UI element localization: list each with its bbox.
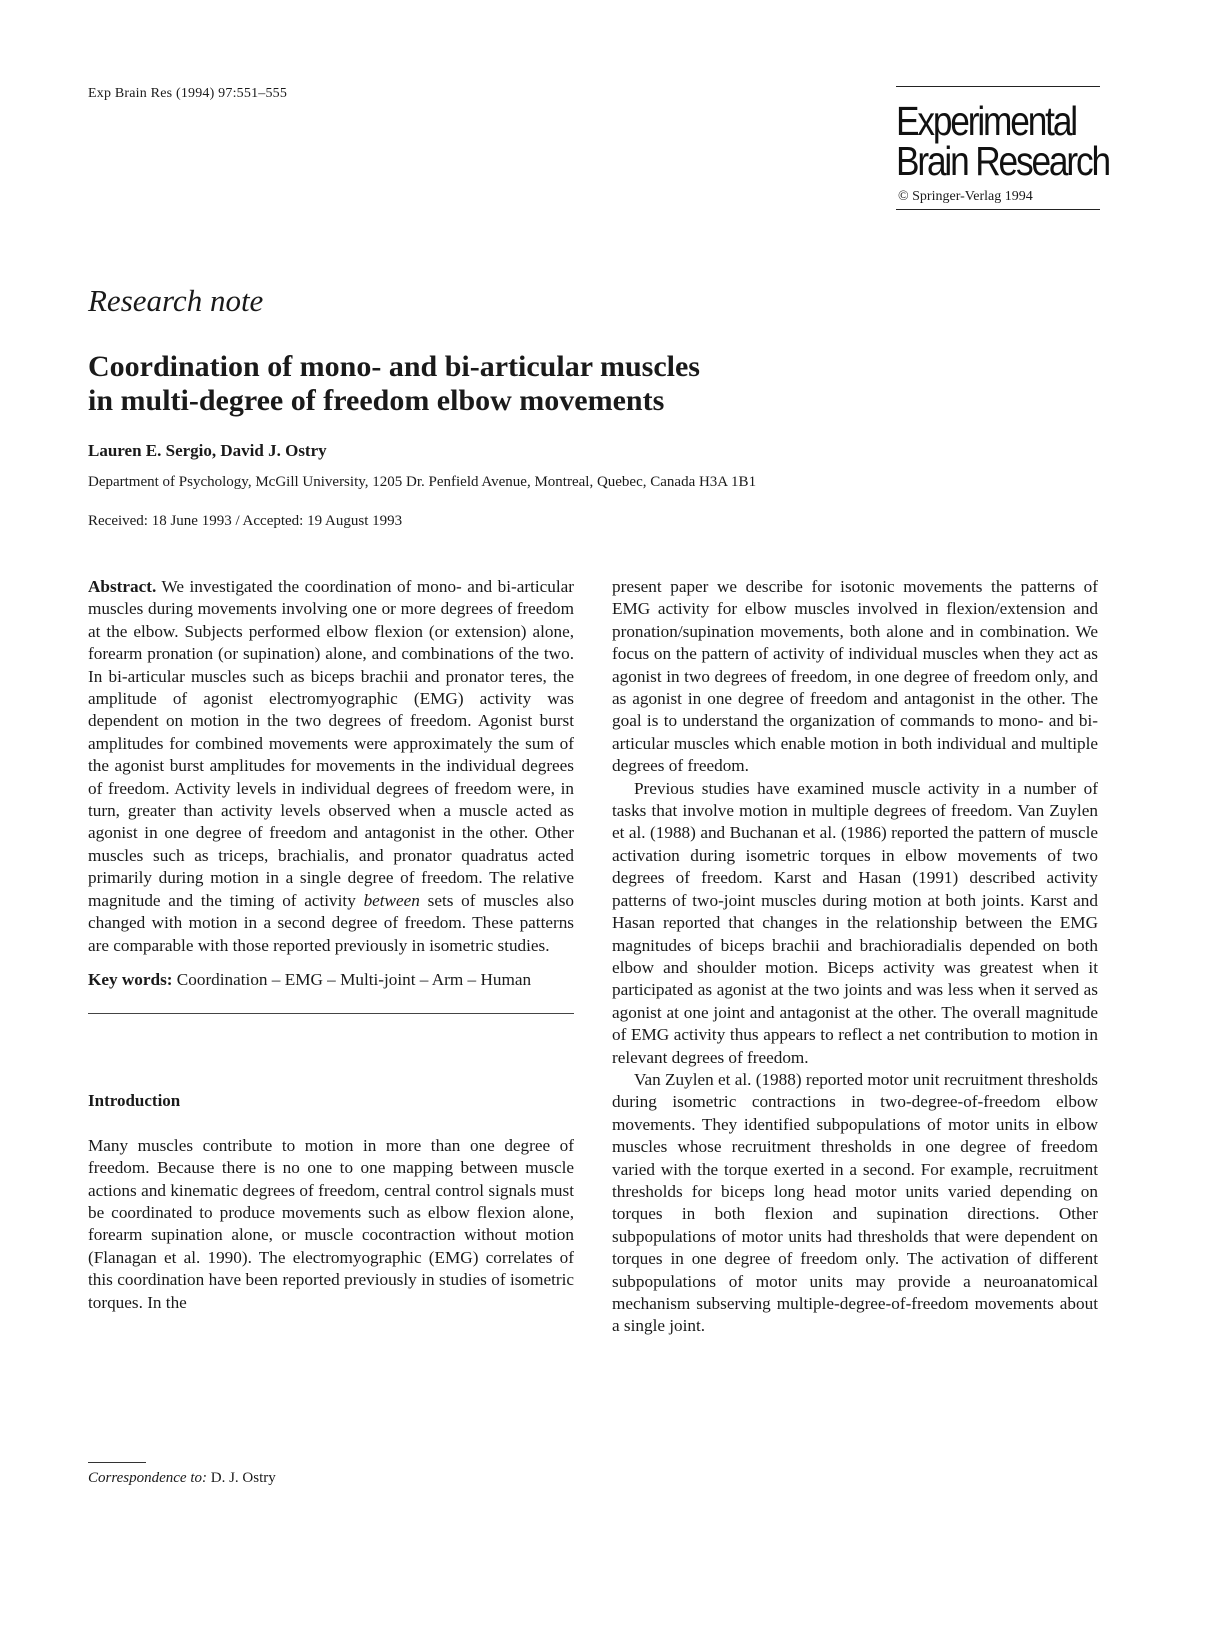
affiliation: Department of Psychology, McGill University, 1205 Dr. Penfield Avenue, Montreal, Quebec, Canada H3A 1B1 bbox=[88, 474, 757, 490]
journal-name-line2: Brain Research bbox=[896, 138, 1109, 184]
left-column bbox=[88, 576, 574, 1314]
footnote-text: D. J. Ostry bbox=[210, 1470, 276, 1486]
masthead-rule-bottom bbox=[896, 209, 1100, 210]
introduction-paragraph-1: Many muscles contribute to motion in more than one degree of freedom. Because there is no one to one mapping between muscle actions and kinematic degrees of freedom, central control signals must be coordinated to produce movements such as elbow flexion alone, forearm supination alone, or muscle cocontraction without motion (Flanagan et al. 1990). The electromyographic (EMG) correlates of this coordination have been reported previously in studies of isometric torques. In the bbox=[88, 1135, 574, 1312]
introduction-heading: Introduction bbox=[88, 1091, 181, 1111]
title-line-2: in multi-degree of freedom elbow movements bbox=[88, 384, 665, 417]
footnote-rule bbox=[88, 1462, 146, 1463]
received-accepted-dates: Received: 18 June 1993 / Accepted: 19 August 1993 bbox=[88, 513, 403, 529]
section-label: Research note bbox=[88, 283, 264, 318]
abstract-text-1: We investigated the coordination of mono- and bi-articular muscles during movements involving one or more degrees of freedom at the elbow. Subjects performed elbow flexion (or extension) alone, forearm pronation (or supination) alone, and combinations of the two. In bi-articular muscles such as biceps brachii and pronator teres, the amplitude of agonist electromyographic (EMG) activity was dependent on motion in the two degrees of freedom. Agonist burst amplitudes for combined movements were approximately the sum of the agonist burst amplitudes for movements in the individual degrees of freedom. Activity levels in individual degrees of freedom were, in turn, greater than activity levels observed when a muscle acted as agonist in one degree of freedom and antagonist in the other. Other muscles such as triceps, brachialis, and pronator quadratus acted primarily during motion in a single degree of freedom. The relative magnitude and the timing of activity bbox=[88, 577, 574, 910]
abstract-separator bbox=[88, 1013, 574, 1014]
title-line-1: Coordination of mono- and bi-articular muscles bbox=[88, 350, 700, 383]
body-paragraph-1: present paper we describe for isotonic movements the patterns of EMG activity for elbow muscles involved in flexion/extension and pronation/supination movements, both alone and in combination. We focus on the pattern of activity of individual muscles when they act as agonist in two degrees of freedom, in one degree of freedom only, and as agonist in one degree of freedom and antagonist in the other. The goal is to understand the organization of commands to mono- and bi-articular muscles which enable motion in both individual and multiple degrees of freedom. bbox=[612, 577, 1098, 776]
keywords bbox=[88, 969, 574, 991]
authors: Lauren E. Sergio, David J. Ostry bbox=[88, 441, 327, 460]
abstract-label: Abstract. bbox=[88, 577, 157, 596]
body-paragraph-2: Previous studies have examined muscle activity in a number of tasks that involve motion in multiple degrees of freedom. Van Zuylen et al. (1988) and Buchanan et al. (1986) reported the pattern of muscle activation during isometric torques in elbow movements of two degrees of freedom. Karst and Hasan (1991) described activity patterns of two-joint muscles during motion at both joints. Karst and Hasan reported that changes in the relationship between the EMG magnitudes of biceps brachii and brachioradialis depended on both elbow and shoulder motion. Biceps activity was greatest when it participated as agonist at the two joints and was less when it served as agonist at one joint and antagonist at the other. The overall magnitude of EMG activity thus appears to reflect a net contribution to motion in relevant degrees of freedom. bbox=[612, 778, 1098, 1067]
masthead-rule-top bbox=[896, 86, 1100, 87]
journal-name-line1: Experimental bbox=[896, 98, 1076, 144]
abstract-italic-word: between bbox=[363, 890, 420, 910]
keywords-label: Key words: bbox=[88, 969, 173, 989]
footnote-label: Correspondence to: bbox=[88, 1470, 208, 1486]
correspondence-footnote bbox=[88, 1470, 276, 1487]
keywords-text: Coordination – EMG – Multi-joint – Arm – Human bbox=[176, 969, 532, 989]
journal-masthead bbox=[896, 86, 1109, 210]
publisher-copyright: © Springer-Verlag 1994 bbox=[898, 189, 1033, 204]
body-paragraph-3: Van Zuylen et al. (1988) reported motor unit recruitment thresholds during isometric contractions in two-degree-of-freedom elbow movements. They identified subpopulations of motor units in elbow muscles whose recruitment thresholds in one degree of freedom varied with the torque exerted in a second. For example, recruitment thresholds for biceps long head motor units varied depending on torques in both flexion and supination directions. Other subpopulations of motor units had thresholds that were dependent on torques in one degree of freedom only. The activation of different subpopulations of motor units may provide a neuroanatomical mechanism subserving multiple-degree-of-freedom movements about a single joint. bbox=[612, 1069, 1098, 1336]
journal-citation: Exp Brain Res (1994) 97:551–555 bbox=[88, 86, 288, 101]
article-title bbox=[88, 350, 988, 418]
abstract-text-2: sets of muscles also changed with motion in a second degree of freedom. These patterns are comparable with those reported previously in isometric studies. bbox=[88, 890, 575, 955]
right-column bbox=[612, 576, 1098, 1338]
abstract bbox=[88, 576, 574, 957]
